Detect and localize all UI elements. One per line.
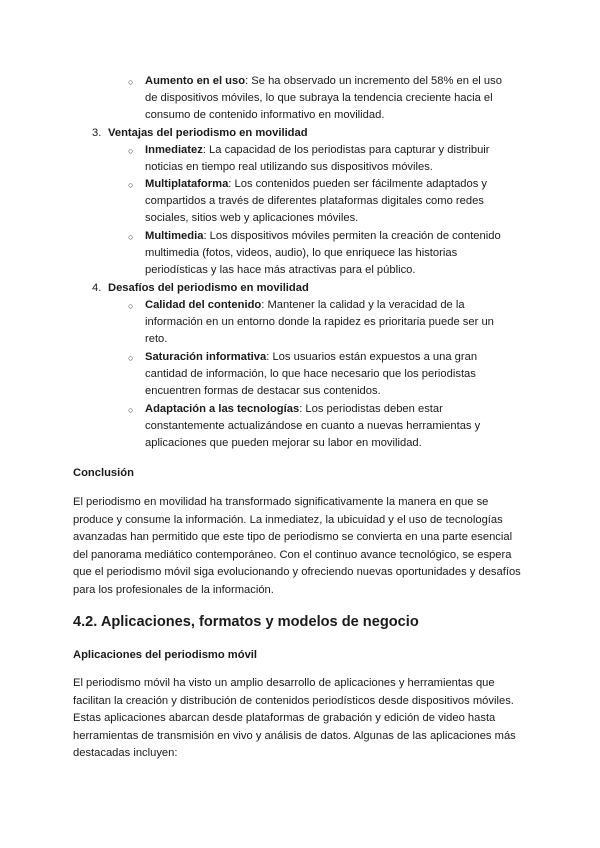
term-multimedia: Multimedia: [145, 230, 204, 242]
conclusion-heading: Conclusión: [73, 467, 134, 479]
bullet-icon: ○: [128, 146, 134, 156]
text-adaptacion-3: aplicaciones que pueden mejorar su labor en movilidad.: [145, 437, 422, 449]
text-calidad-2: información en un entorno donde la rapidez es prioritaria puede ser un: [145, 316, 494, 328]
bullet-icon: ○: [128, 77, 134, 87]
bullet-icon: ○: [128, 301, 134, 311]
subsection-heading: Aplicaciones del periodismo móvil: [73, 649, 258, 661]
list-number-4: 4.: [92, 282, 102, 294]
term-inmediatez: Inmediatez: [145, 144, 203, 156]
text-aumento-2: de dispositivos móviles, lo que subraya la tendencia creciente hacia el: [145, 92, 493, 104]
text-multimedia-2: multimedia (fotos, videos, audio), lo que enriquece las historias: [145, 247, 458, 259]
bullet-icon: ○: [128, 232, 134, 242]
text-multimedia-1: : Los dispositivos móviles permiten la creación de contenido: [203, 230, 501, 242]
section-heading: 4.2. Aplicaciones, formatos y modelos de negocio: [73, 614, 419, 630]
term-saturacion: Saturación informativa: [145, 351, 267, 363]
list-item-multimedia-line1: [145, 228, 501, 244]
bullet-icon: ○: [128, 180, 134, 190]
text-adaptacion-2: constantemente actualizándose en cuanto a nuevas herramientas y: [145, 420, 481, 432]
list-title-ventajas: Ventajas del periodismo en movilidad: [108, 127, 308, 139]
text-saturacion-1: : Los usuarios están expuestos a una gran: [266, 351, 478, 363]
text-saturacion-2: cantidad de información, lo que hace necesario que los periodistas: [145, 368, 476, 380]
term-multiplataforma: Multiplataforma: [145, 178, 229, 190]
list-item-calidad-line1: [145, 297, 465, 313]
text-inmediatez-1: : La capacidad de los periodistas para capturar y distribuir: [202, 144, 490, 156]
text-inmediatez-2: noticias en tiempo real utilizando sus dispositivos móviles.: [145, 161, 433, 173]
text-aumento-1: : Se ha observado un incremento del 58% en el uso: [245, 75, 502, 87]
conclusion-paragraph: El periodismo en movilidad ha transformado significativamente la manera en que se produce y consume la información. La inmediatez, la ubicuidad y el uso de tecnologías avanzadas han permitido que este tipo de periodismo se convierta en una parte esencial del panorama mediático contemporáneo. Con el continuo avance tecnológico, se espera que el periodismo móvil siga evolucionando y ofreciendo nuevas oportunidades y desafíos para los profesionales de la información.: [73, 496, 521, 596]
text-calidad-1: : Mantener la calidad y la veracidad de la: [261, 299, 465, 311]
text-multimedia-3: periodísticas y las hace más atractivas para el público.: [145, 264, 416, 276]
text-multiplataforma-1: : Los contenidos pueden ser fácilmente adaptados y: [228, 178, 488, 190]
text-calidad-3: reto.: [145, 333, 168, 345]
list-item-aumento-line1: [145, 73, 502, 89]
list-item-inmediatez-line1: [145, 142, 490, 158]
section-paragraph: El periodismo móvil ha visto un amplio desarrollo de aplicaciones y herramientas que facilitan la creación y distribución de contenidos periodísticos desde dispositivos móviles. Estas aplicaciones abarcan desde plataformas de grabación y edición de video hasta herramientas de transmisión en vivo y análisis de datos. Algunas de las aplicaciones más destacadas incluyen:: [73, 677, 516, 760]
bullet-icon: ○: [128, 405, 134, 415]
term-aumento: Aumento en el uso: [145, 75, 246, 87]
term-adaptacion: Adaptación a las tecnologías: [145, 403, 300, 415]
list-item-multiplataforma-line1: [145, 176, 487, 192]
text-multiplataforma-2: compartidos a través de diferentes plataformas digitales como redes: [145, 195, 484, 207]
list-item-adaptacion-line1: [145, 401, 443, 417]
text-multiplataforma-3: sociales, sitios web y aplicaciones móviles.: [145, 212, 359, 224]
list-number-3: 3.: [92, 127, 102, 139]
list-item-saturacion-line1: [145, 349, 477, 365]
text-aumento-3: consumo de contenido informativo en movilidad.: [145, 109, 385, 121]
text-saturacion-3: encuentren formas de destacar sus contenidos.: [145, 385, 381, 397]
list-title-desafios: Desafíos del periodismo en movilidad: [108, 282, 309, 294]
term-calidad: Calidad del contenido: [145, 299, 262, 311]
text-adaptacion-1: : Los periodistas deben estar: [299, 403, 443, 415]
bullet-icon: ○: [128, 353, 134, 363]
